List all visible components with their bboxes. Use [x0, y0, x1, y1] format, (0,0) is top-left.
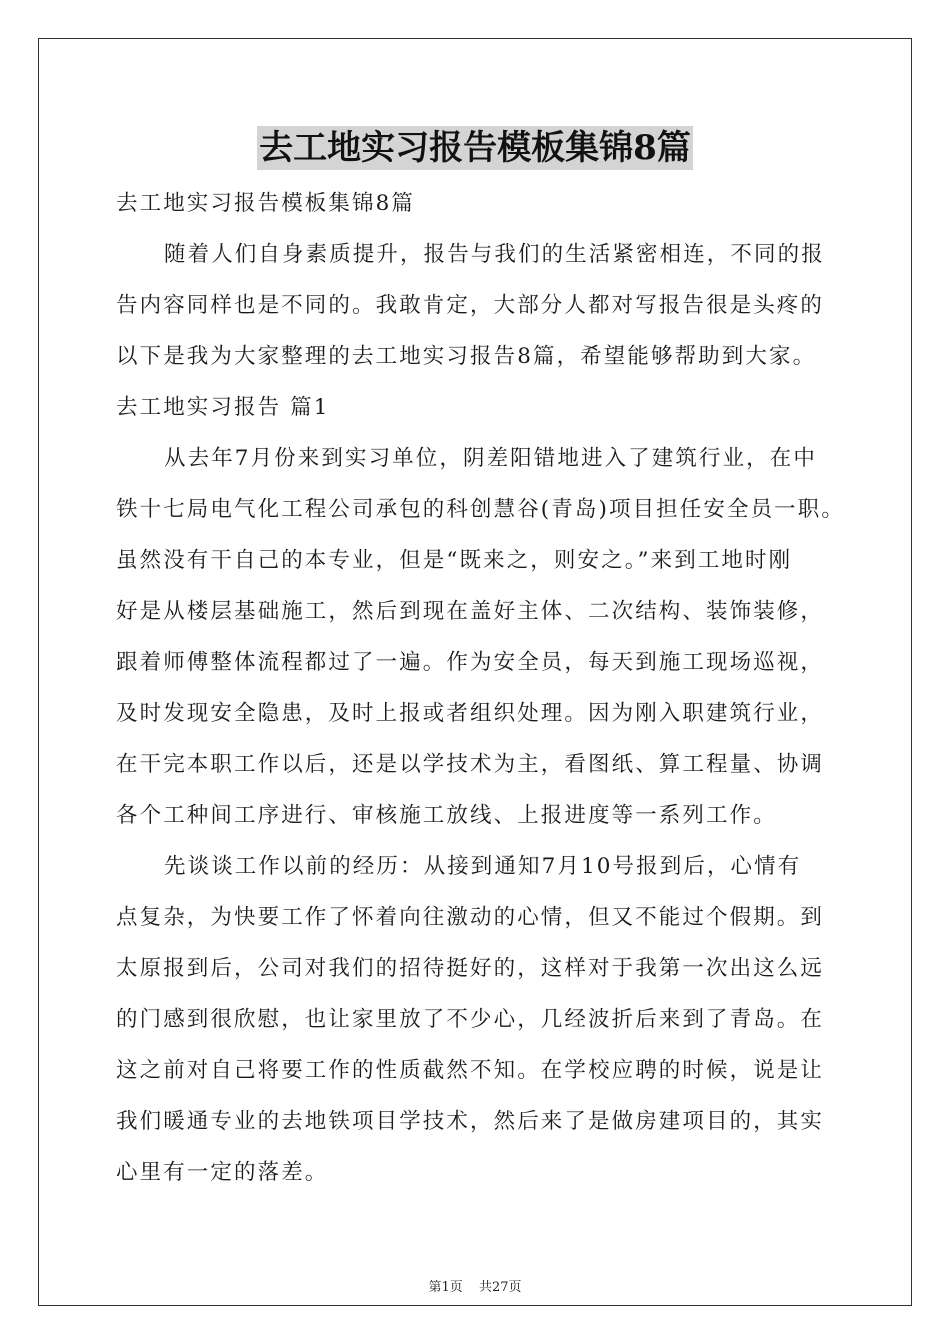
- text-line: 及时发现安全隐患，及时上报或者组织处理。因为刚入职建筑行业，: [116, 701, 825, 726]
- page-number: 第1页: [428, 1280, 463, 1295]
- text-line: 以下是我为大家整理的去工地实习报告8篇，希望能够帮助到大家。: [116, 344, 817, 369]
- text-line: 各个工种间工序进行、审核施工放线、上报进度等一系列工作。: [116, 803, 777, 828]
- page-footer: [0, 1276, 950, 1295]
- text-line: 告内容同样也是不同的。我敢肯定，大部分人都对写报告很是头疼的: [116, 293, 825, 318]
- text-line: 去工地实习报告 篇1: [116, 395, 330, 420]
- text-line: 随着人们自身素质提升，报告与我们的生活紧密相连，不同的报: [164, 242, 825, 267]
- text-line: 太原报到后，公司对我们的招待挺好的，这样对于我第一次出这么远: [116, 956, 825, 981]
- text-line: 铁十七局电气化工程公司承包的科创慧谷(青岛)项目担任安全员一职。: [116, 497, 845, 522]
- text-line: 心里有一定的落差。: [116, 1160, 329, 1185]
- text-line: 这之前对自己将要工作的性质截然不知。在学校应聘的时候，说是让: [116, 1058, 825, 1083]
- document-title: 去工地实习报告模板集锦8篇: [259, 128, 691, 168]
- text-line: 的门感到很欣慰，也让家里放了不少心，几经波折后来到了青岛。在: [116, 1007, 825, 1032]
- text-line: 先谈谈工作以前的经历：从接到通知7月10号报到后，心情有: [164, 854, 802, 879]
- text-line: 我们暖通专业的去地铁项目学技术，然后来了是做房建项目的，其实: [116, 1109, 825, 1134]
- text-line: 在干完本职工作以后，还是以学技术为主，看图纸、算工程量、协调: [116, 752, 825, 777]
- text-line: 去工地实习报告模板集锦8篇: [116, 191, 415, 216]
- page-total: 共27页: [478, 1280, 522, 1295]
- text-line: 好是从楼层基础施工，然后到现在盖好主体、二次结构、装饰装修，: [116, 599, 825, 624]
- text-line: 从去年7月份来到实习单位，阴差阳错地进入了建筑行业，在中: [164, 446, 817, 471]
- document-title-wrap: [0, 126, 950, 178]
- text-line: 虽然没有干自己的本专业，但是“既来之，则安之。”来到工地时刚: [116, 548, 793, 573]
- text-line: 点复杂，为快要工作了怀着向往激动的心情，但又不能过个假期。到: [116, 905, 825, 930]
- document-body: [116, 178, 856, 1198]
- text-line: 跟着师傅整体流程都过了一遍。作为安全员，每天到施工现场巡视，: [116, 650, 825, 675]
